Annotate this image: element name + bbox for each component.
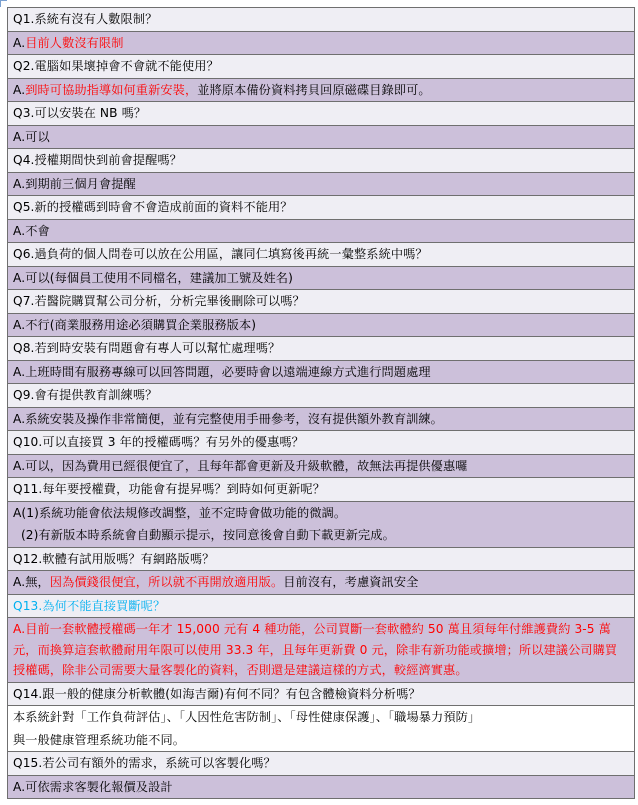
answer-cell bbox=[8, 313, 635, 337]
text-segment: Q2.電腦如果壞掉會不會就不能使用？ bbox=[13, 59, 219, 73]
question-cell bbox=[8, 547, 635, 571]
text-segment: 目前人數沒有限制 bbox=[25, 35, 124, 50]
answer-row bbox=[8, 31, 635, 55]
text-segment: A. bbox=[13, 82, 26, 97]
question-cell bbox=[8, 384, 635, 408]
question-cell bbox=[8, 290, 635, 314]
text-segment: A.可以，因為費用已經很便宜了，且每年都會更新及升級軟體，故無法再提供優惠囉 bbox=[13, 458, 468, 473]
question-cell bbox=[8, 594, 635, 618]
question-cell bbox=[8, 243, 635, 267]
faq-table bbox=[7, 7, 635, 799]
answer-row bbox=[8, 266, 635, 290]
text-segment: A.上班時間有服務專線可以回答問題，必要時會以遠端連線方式進行問題處理 bbox=[13, 364, 431, 379]
answer-row bbox=[8, 172, 635, 196]
text-segment: A.可依需求客製化報價及設計 bbox=[13, 779, 173, 794]
question-row bbox=[8, 8, 635, 32]
question-row bbox=[8, 243, 635, 267]
question-row bbox=[8, 55, 635, 79]
question-cell bbox=[8, 102, 635, 126]
text-segment: A.可以 bbox=[13, 129, 50, 144]
faq-table-body bbox=[8, 8, 635, 799]
answer-cell bbox=[8, 78, 635, 102]
text-segment: Q11.每年要授權費，功能會有提昇嗎？到時如何更新呢？ bbox=[13, 482, 325, 496]
answer-cell bbox=[8, 571, 635, 595]
text-segment: Q15.若公司有額外的需求，系統可以客製化嗎？ bbox=[13, 756, 276, 771]
question-row bbox=[8, 149, 635, 173]
question-cell bbox=[8, 8, 635, 32]
answer-row bbox=[8, 78, 635, 102]
text-segment: 本系統針對「工作負荷評估」、「人因性危害防制」、「母性健康保護」、「職場暴力預防」 與一般健康管理系統功能不同。 bbox=[13, 710, 481, 747]
answer-cell bbox=[8, 618, 635, 683]
question-cell bbox=[8, 478, 635, 502]
text-segment: Q13.為何不能直接買斷呢？ bbox=[13, 598, 166, 613]
text-segment: Q12.軟體有試用版嗎？有網路版嗎？ bbox=[13, 551, 215, 566]
question-row bbox=[8, 752, 635, 776]
question-row bbox=[8, 196, 635, 220]
text-segment: Q5.新的授權碼到時會不會造成前面的資料不能用？ bbox=[13, 200, 293, 214]
question-row bbox=[8, 337, 635, 361]
text-segment: 因為價錢很便宜，所以就不再開放適用版。 bbox=[49, 575, 284, 589]
text-segment: Q8.若到時安裝有問題會有專人可以幫忙處理嗎？ bbox=[13, 341, 281, 355]
answer-row bbox=[8, 501, 635, 547]
text-segment: A.可以(每個員工使用不同檔名，建議加工號及姓名) bbox=[13, 270, 293, 285]
answer-row bbox=[8, 775, 635, 799]
text-segment: Q1.系統有沒有人數限制？ bbox=[13, 12, 158, 26]
answer-cell bbox=[8, 360, 635, 384]
answer-cell bbox=[8, 125, 635, 149]
text-segment: 到時可協助指導如何重新安裝， bbox=[25, 82, 198, 97]
question-row bbox=[8, 478, 635, 502]
text-segment: Q14.跟一般的健康分析軟體(如海吉爾)有何不同？有包含體檢資料分析嗎？ bbox=[13, 686, 421, 701]
text-segment: A.到期前三個月會提醒 bbox=[13, 176, 136, 191]
answer-cell bbox=[8, 266, 635, 290]
text-segment: A.不行(商業服務用途必須購買企業服務版本) bbox=[13, 317, 257, 332]
answer-row bbox=[8, 313, 635, 337]
answer-row bbox=[8, 706, 635, 752]
answer-row bbox=[8, 360, 635, 384]
text-segment: A.不會 bbox=[13, 223, 50, 238]
question-cell bbox=[8, 682, 635, 706]
text-segment: A.系統安裝及操作非常簡便，並有完整使用手冊參考，沒有提供額外教育訓練。 bbox=[13, 411, 443, 426]
text-segment: Q3.可以安裝在 NB 嗎？ bbox=[13, 106, 147, 120]
answer-row bbox=[8, 125, 635, 149]
question-row bbox=[8, 384, 635, 408]
answer-cell bbox=[8, 219, 635, 243]
answer-cell bbox=[8, 407, 635, 431]
question-row bbox=[8, 594, 635, 618]
text-segment: A(1)系統功能會依法規修改調整，並不定時會做功能的微調。 (2)有新版本時系統會自動顯示提示，按同意後會自動下載更新完成。 bbox=[13, 505, 395, 542]
text-segment: Q4.授權期間快到前會提醒嗎？ bbox=[13, 153, 182, 167]
question-cell bbox=[8, 752, 635, 776]
question-row bbox=[8, 682, 635, 706]
answer-cell bbox=[8, 706, 635, 752]
text-segment: A. bbox=[13, 35, 26, 50]
text-segment: Q7.若醫院購買幫公司分析，分析完畢後刪除可以嗎？ bbox=[13, 294, 305, 308]
text-segment: A.無， bbox=[13, 575, 50, 589]
answer-cell bbox=[8, 172, 635, 196]
answer-cell bbox=[8, 775, 635, 799]
question-cell bbox=[8, 337, 635, 361]
text-segment: Q10.可以直接買 3 年的授權碼嗎？有另外的優惠嗎？ bbox=[13, 435, 304, 449]
answer-cell bbox=[8, 31, 635, 55]
answer-row bbox=[8, 571, 635, 595]
text-segment: 目前沒有，考慮資訊安全 bbox=[283, 575, 419, 589]
page-corner-mark bbox=[0, 0, 7, 7]
question-cell bbox=[8, 431, 635, 455]
text-segment: 並將原本備份資料拷貝回原磁碟目錄即可。 bbox=[197, 82, 431, 97]
answer-row bbox=[8, 618, 635, 683]
answer-row bbox=[8, 219, 635, 243]
text-segment: Q6.過負荷的個人問卷可以放在公用區，讓同仁填寫後再統一彙整系統中嗎？ bbox=[13, 247, 428, 261]
answer-cell bbox=[8, 501, 635, 547]
question-cell bbox=[8, 196, 635, 220]
text-segment: Q9.會有提供教育訓練嗎？ bbox=[13, 388, 158, 402]
answer-row bbox=[8, 454, 635, 478]
question-row bbox=[8, 102, 635, 126]
text-segment: A.目前一套軟體授權碼一年才 15,000 元有 4 種功能，公司買斷一套軟體約 50 萬且須每年付維護費約 3-5 萬元，而換算這套軟體耐用年限可以使用 33.3 年，且每年更新費 0 元，除非有新功能或擴增；所以建議公司購買授權碼，除非公司需要大量客製化的資料，否則還是建議這樣的方式，較經濟實惠。 bbox=[13, 622, 618, 678]
question-row bbox=[8, 547, 635, 571]
answer-cell bbox=[8, 454, 635, 478]
question-cell bbox=[8, 55, 635, 79]
question-row bbox=[8, 290, 635, 314]
answer-row bbox=[8, 407, 635, 431]
question-row bbox=[8, 431, 635, 455]
question-cell bbox=[8, 149, 635, 173]
